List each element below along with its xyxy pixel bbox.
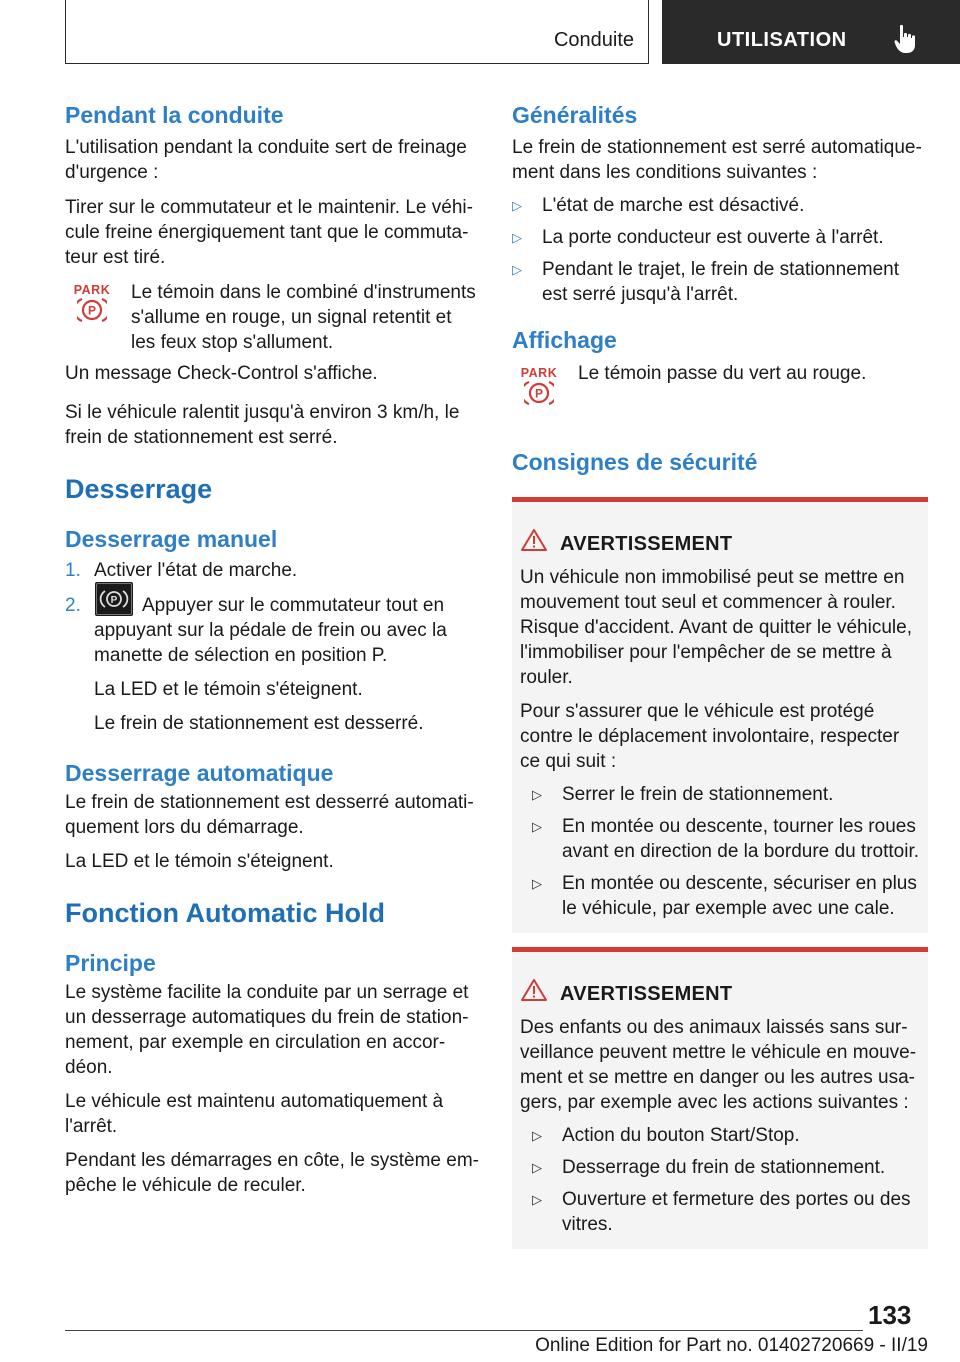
warning-triangle-icon: [520, 978, 548, 1002]
paragraph: Le frein de stationnement est serré automatiquement dans les conditions suivantes :: [512, 137, 922, 183]
heading-desserrage: Desserrage: [65, 474, 213, 504]
park-brake-warning-icon: PARK P: [73, 284, 111, 328]
paragraph: Tirer sur le commutateur et le maintenir. Le véhicule freine énergiquement tant que le commutateur est tiré.: [65, 197, 473, 268]
warning-list: [532, 1123, 920, 1237]
header-section-box: [65, 0, 649, 64]
right-column: [512, 100, 928, 1249]
heading-affichage: Affichage: [512, 327, 617, 353]
warning-box: [512, 497, 928, 933]
paragraph: Le témoin passe du vert au rouge.: [578, 363, 867, 384]
list-item: ▷ En montée ou descente, sécuriser en plus le véhicule, par exemple avec une cale.: [532, 873, 917, 919]
paragraph: Pendant les démarrages en côte, le système empêche le véhicule de reculer.: [65, 1150, 479, 1196]
heading-automatic-hold: Fonction Automatic Hold: [65, 898, 385, 928]
list-item: ▷ L'état de marche est désactivé.: [512, 195, 805, 216]
paragraph: L'utilisation pendant la conduite sert de freinage d'urgence :: [65, 137, 467, 183]
paragraph: La LED et le témoin s'éteignent.: [94, 679, 363, 700]
footer-divider: [65, 1330, 863, 1331]
list-item: ▷ Action du bouton Start/Stop.: [532, 1125, 800, 1146]
park-indicator-block: [65, 280, 480, 355]
list-item: ▷ Desserrage du frein de stationnement.: [532, 1157, 886, 1178]
park-brake-warning-icon: PARK P: [520, 367, 558, 411]
svg-text:P: P: [87, 303, 97, 318]
paragraph: Si le véhicule ralentit jusqu'à environ 3 km/h, le frein de stationnement est serré.: [65, 402, 460, 448]
warning-box: [512, 947, 928, 1249]
list-item: ▷ Pendant le trajet, le frein de stationnement est serré jusqu'à l'arrêt.: [512, 259, 900, 305]
pointing-hand-icon: [894, 24, 920, 54]
warning-title: AVERTISSEMENT: [520, 528, 920, 559]
paragraph: Le système facilite la conduite par un serrage et un desserrage automatiques du frein de stationnement, par exemple en circulation en accordéon.: [65, 982, 469, 1078]
header-chapter-title: UTILISATION: [717, 29, 847, 51]
heading-desserrage-automatique: Desserrage automatique: [65, 760, 334, 786]
parking-brake-switch-icon: [94, 581, 134, 617]
list-item: ▷ En montée ou descente, tourner les roues avant en direction de la bordure du trottoir.: [532, 816, 920, 862]
warning-triangle-icon: [520, 528, 548, 552]
list-item: ▷ Ouverture et fermeture des portes ou des vitres.: [532, 1189, 911, 1235]
heading-principe: Principe: [65, 950, 156, 976]
header-chapter-box: [662, 0, 960, 64]
heading-generalites: Généralités: [512, 102, 638, 128]
warning-list: [532, 782, 920, 921]
header-section-title: Conduite: [553, 29, 634, 51]
paragraph: Un message Check-Control s'affiche.: [65, 363, 378, 384]
page-number: 133: [868, 1300, 912, 1330]
paragraph: La LED et le témoin s'éteignent.: [65, 851, 334, 872]
paragraph: Le frein de stationnement est desserré.: [94, 713, 424, 734]
warning-title: AVERTISSEMENT: [520, 978, 920, 1009]
list-item: ▷ Serrer le frein de stationnement.: [532, 784, 834, 805]
heading-pendant-conduite: Pendant la conduite: [65, 102, 284, 128]
heading-consignes-securite: Consignes de sécurité: [512, 449, 758, 475]
paragraph: Un véhicule non immobilisé peut se mettre en mouvement tout seul et commencer à rouler. Risque d'accident. Avant de quitter le véhicule, l'immobiliser pour l'empêcher de se mettre à rouler.: [520, 567, 912, 688]
paragraph: Des enfants ou des animaux laissés sans surveillance peuvent mettre le véhicule en mouvement et se mettre en danger ou les autres usagers, par exemple avec les actions suivantes :: [520, 1017, 917, 1113]
left-column: [65, 100, 480, 1198]
heading-desserrage-manuel: Desserrage manuel: [65, 526, 278, 552]
list-item: ▷ La porte conducteur est ouverte à l'arrêt.: [512, 227, 884, 248]
paragraph: Le frein de stationnement est desserré automatiquement lors du démarrage.: [65, 792, 474, 838]
paragraph: Le témoin dans le combiné d'instruments s'allume en rouge, un signal retentit et les feux stop s'allument.: [131, 282, 476, 353]
paragraph: Pour s'assurer que le véhicule est protégé contre le déplacement involontaire, respecter ce qui suit :: [520, 701, 900, 772]
step-item: 1. Activer l'état de marche.: [65, 560, 298, 581]
conditions-list: [512, 193, 928, 307]
svg-text:P: P: [110, 595, 118, 606]
svg-text:P: P: [534, 386, 544, 401]
park-indicator-block: [512, 361, 928, 411]
footer-edition: Online Edition for Part no. 01402720669 - II/19: [535, 1335, 928, 1356]
step-item: 2. P Appuyer sur le commutateur tout en appuyant sur la pédale de frein ou avec la manette de sélection en position P.: [65, 593, 480, 668]
paragraph: Le véhicule est maintenu automatiquement à l'arrêt.: [65, 1091, 444, 1137]
